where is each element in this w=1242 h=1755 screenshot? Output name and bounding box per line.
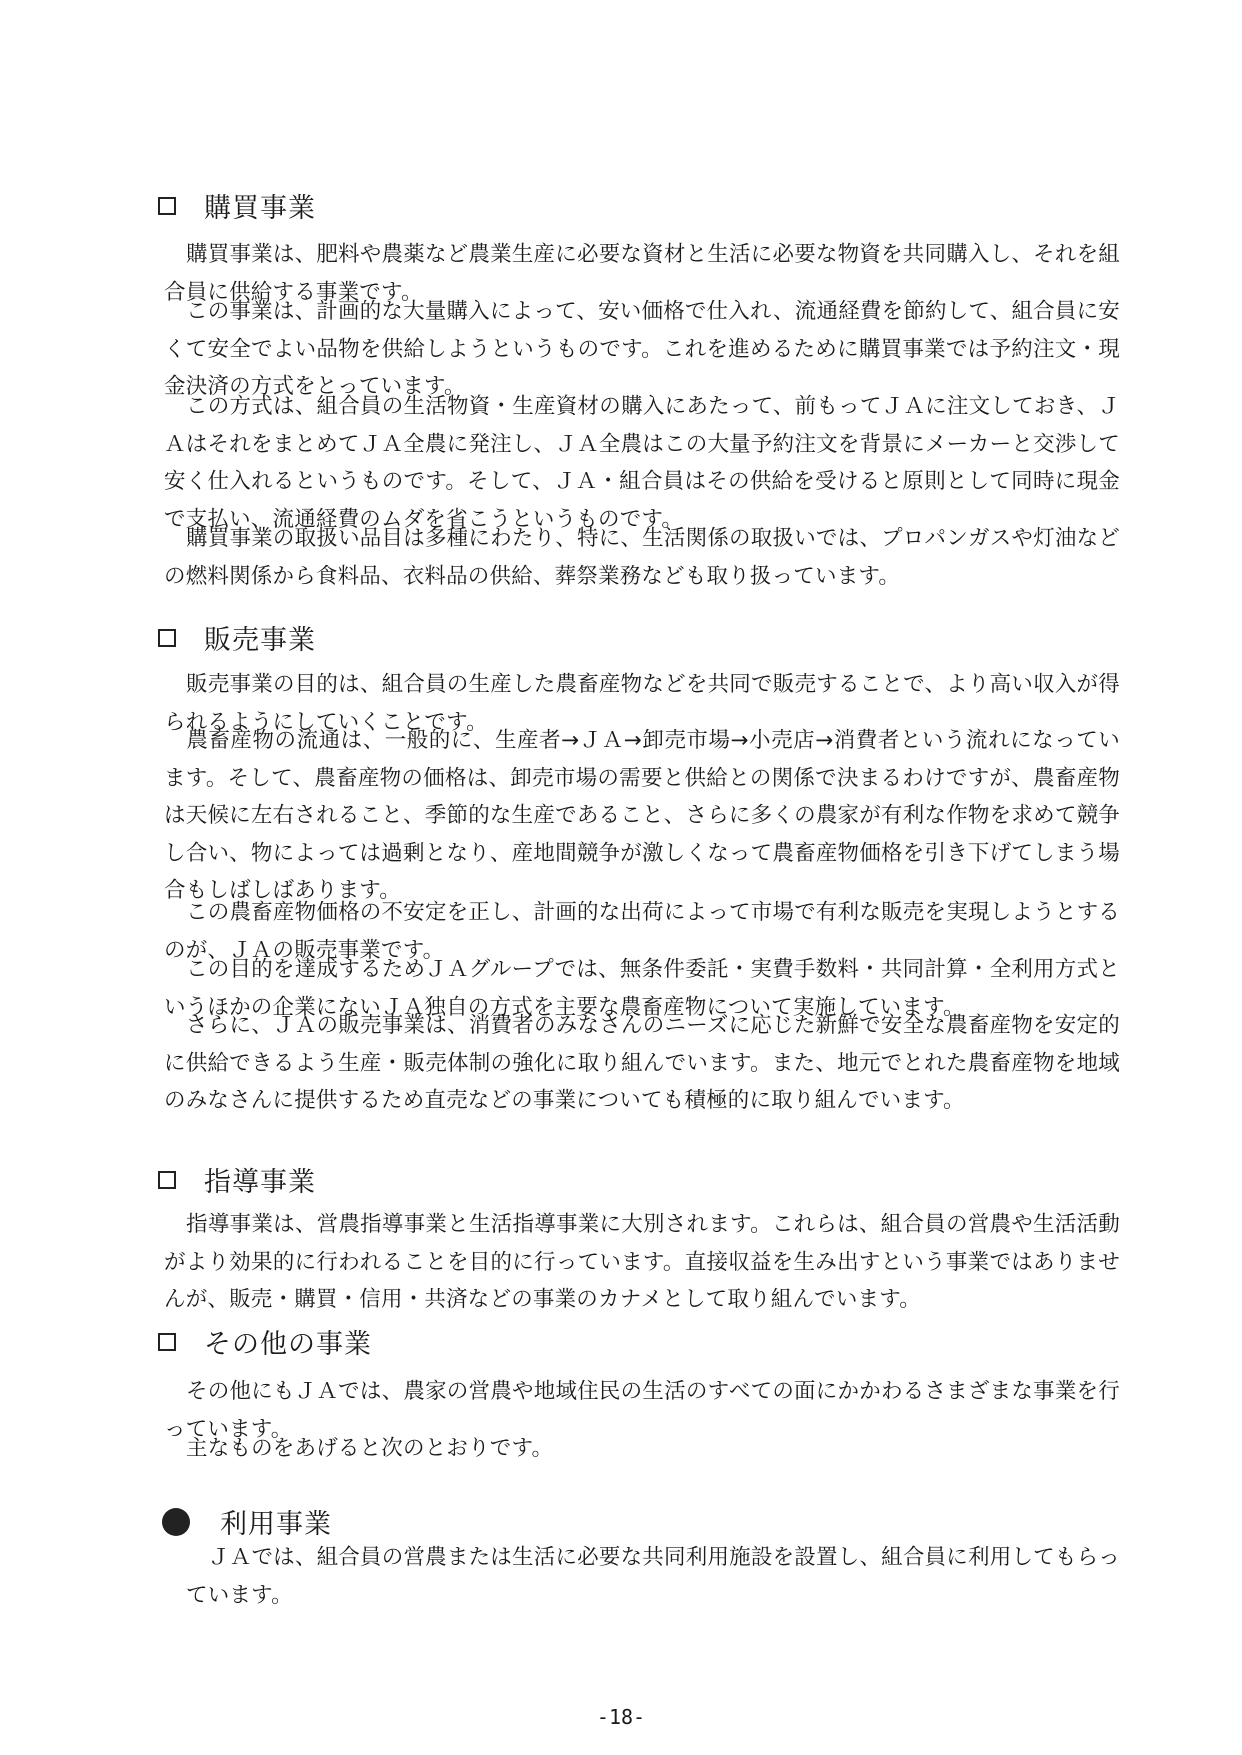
paragraph: 農畜産物の流通は、一般的に、生産者→ＪＡ→卸売市場→小売店→消費者という流れになっています。そして、農畜産物の価格は、卸売市場の需要と供給との関係で決まるわけですが、農畜産物は天候に左右されること、季節的な生産であること、さらに多くの農家が有利な作物を求めて競争し合い、物によっては過剰となり、産地間競争が激しくなって農畜産物価格を引き下げてしまう場合もしばしばあります。 <box>164 728 1120 904</box>
paragraph: この事業は、計画的な大量購入によって、安い価格で仕入れ、流通経費を節約して、組合員に安くて安全でよい品物を供給しようというものです。これを進めるために購買事業では予約注文・現金決済の方式をとっています。 <box>164 299 1120 400</box>
paragraph: この方式は、組合員の生活物資・生産資材の購入にあたって、前もってＪＡに注文しておき、ＪＡはそれをまとめてＪＡ全農に発注し、ＪＡ全農はこの大量予約注文を背景にメーカーと交渉して安く仕入れるというものです。そして、ＪＡ・組合員はその供給を受けると原則として同時に現金で支払い、流通経費のムダを省こうというものです。 <box>164 394 1120 532</box>
checkbox-square-icon <box>158 1171 176 1189</box>
paragraph: ＪＡでは、組合員の営農または生活に必要な共同利用施設を設置し、組合員に利用してもらっています。 <box>186 1545 1120 1608</box>
paragraph: 購買事業は、肥料や農薬など農業生産に必要な資材と生活に必要な物資を共同購入し、それを組合員に供給する事業です。 <box>164 242 1120 305</box>
paragraph: その他にもＪＡでは、農家の営農や地域住民の生活のすべての面にかかわるさまざまな事業を行っています。 <box>164 1379 1120 1442</box>
section-heading-sonota <box>158 1322 372 1361</box>
section-title: 販売事業 <box>204 625 316 656</box>
section-heading-hanbai <box>158 618 316 657</box>
paragraph: さらに、ＪＡの販売事業は、消費者のみなさんのニーズに応じた新鮮で安全な農畜産物を安定的に供給できるよう生産・販売体制の強化に取り組んでいます。また、地元でとれた農畜産物を地域のみなさんに提供するため直売などの事業についても積極的に取り組んでいます。 <box>164 1013 1120 1114</box>
subsection-heading-riyo <box>162 1502 332 1541</box>
filled-circle-bullet-icon <box>162 1508 190 1536</box>
section-title: 指導事業 <box>204 1167 316 1198</box>
section-title: その他の事業 <box>204 1329 372 1360</box>
paragraph: 指導事業は、営農指導事業と生活指導事業に大別されます。これらは、組合員の営農や生活活動がより効果的に行われることを目的に行っています。直接収益を生み出すという事業ではありませんが、販売・購買・信用・共済などの事業のカナメとして取り組んでいます。 <box>164 1212 1120 1313</box>
checkbox-square-icon <box>158 629 176 647</box>
paragraph: 購買事業の取扱い品目は多種にわたり、特に、生活関係の取扱いでは、プロパンガスや灯油などの燃料関係から食料品、衣料品の供給、葬祭業務なども取り扱っています。 <box>164 526 1120 589</box>
section-title: 購買事業 <box>204 193 316 224</box>
paragraph: 主なものをあげると次のとおりです。 <box>186 1436 554 1461</box>
subsection-title: 利用事業 <box>220 1509 332 1540</box>
checkbox-square-icon <box>158 197 176 215</box>
section-heading-shido <box>158 1160 316 1199</box>
paragraph: この目的を達成するためＪＡグループでは、無条件委託・実費手数料・共同計算・全利用方式というほかの企業にないＪＡ独自の方式を主要な農畜産物について実施しています。 <box>164 957 1120 1020</box>
paragraph: 販売事業の目的は、組合員の生産した農畜産物などを共同で販売することで、より高い収入が得られるようにしていくことです。 <box>164 672 1120 735</box>
checkbox-square-icon <box>158 1333 176 1351</box>
paragraph: この農畜産物価格の不安定を正し、計画的な出荷によって市場で有利な販売を実現しようとするのが、ＪＡの販売事業です。 <box>164 900 1120 963</box>
section-heading-kobai <box>158 186 316 225</box>
page-number: -18- <box>596 1705 646 1729</box>
